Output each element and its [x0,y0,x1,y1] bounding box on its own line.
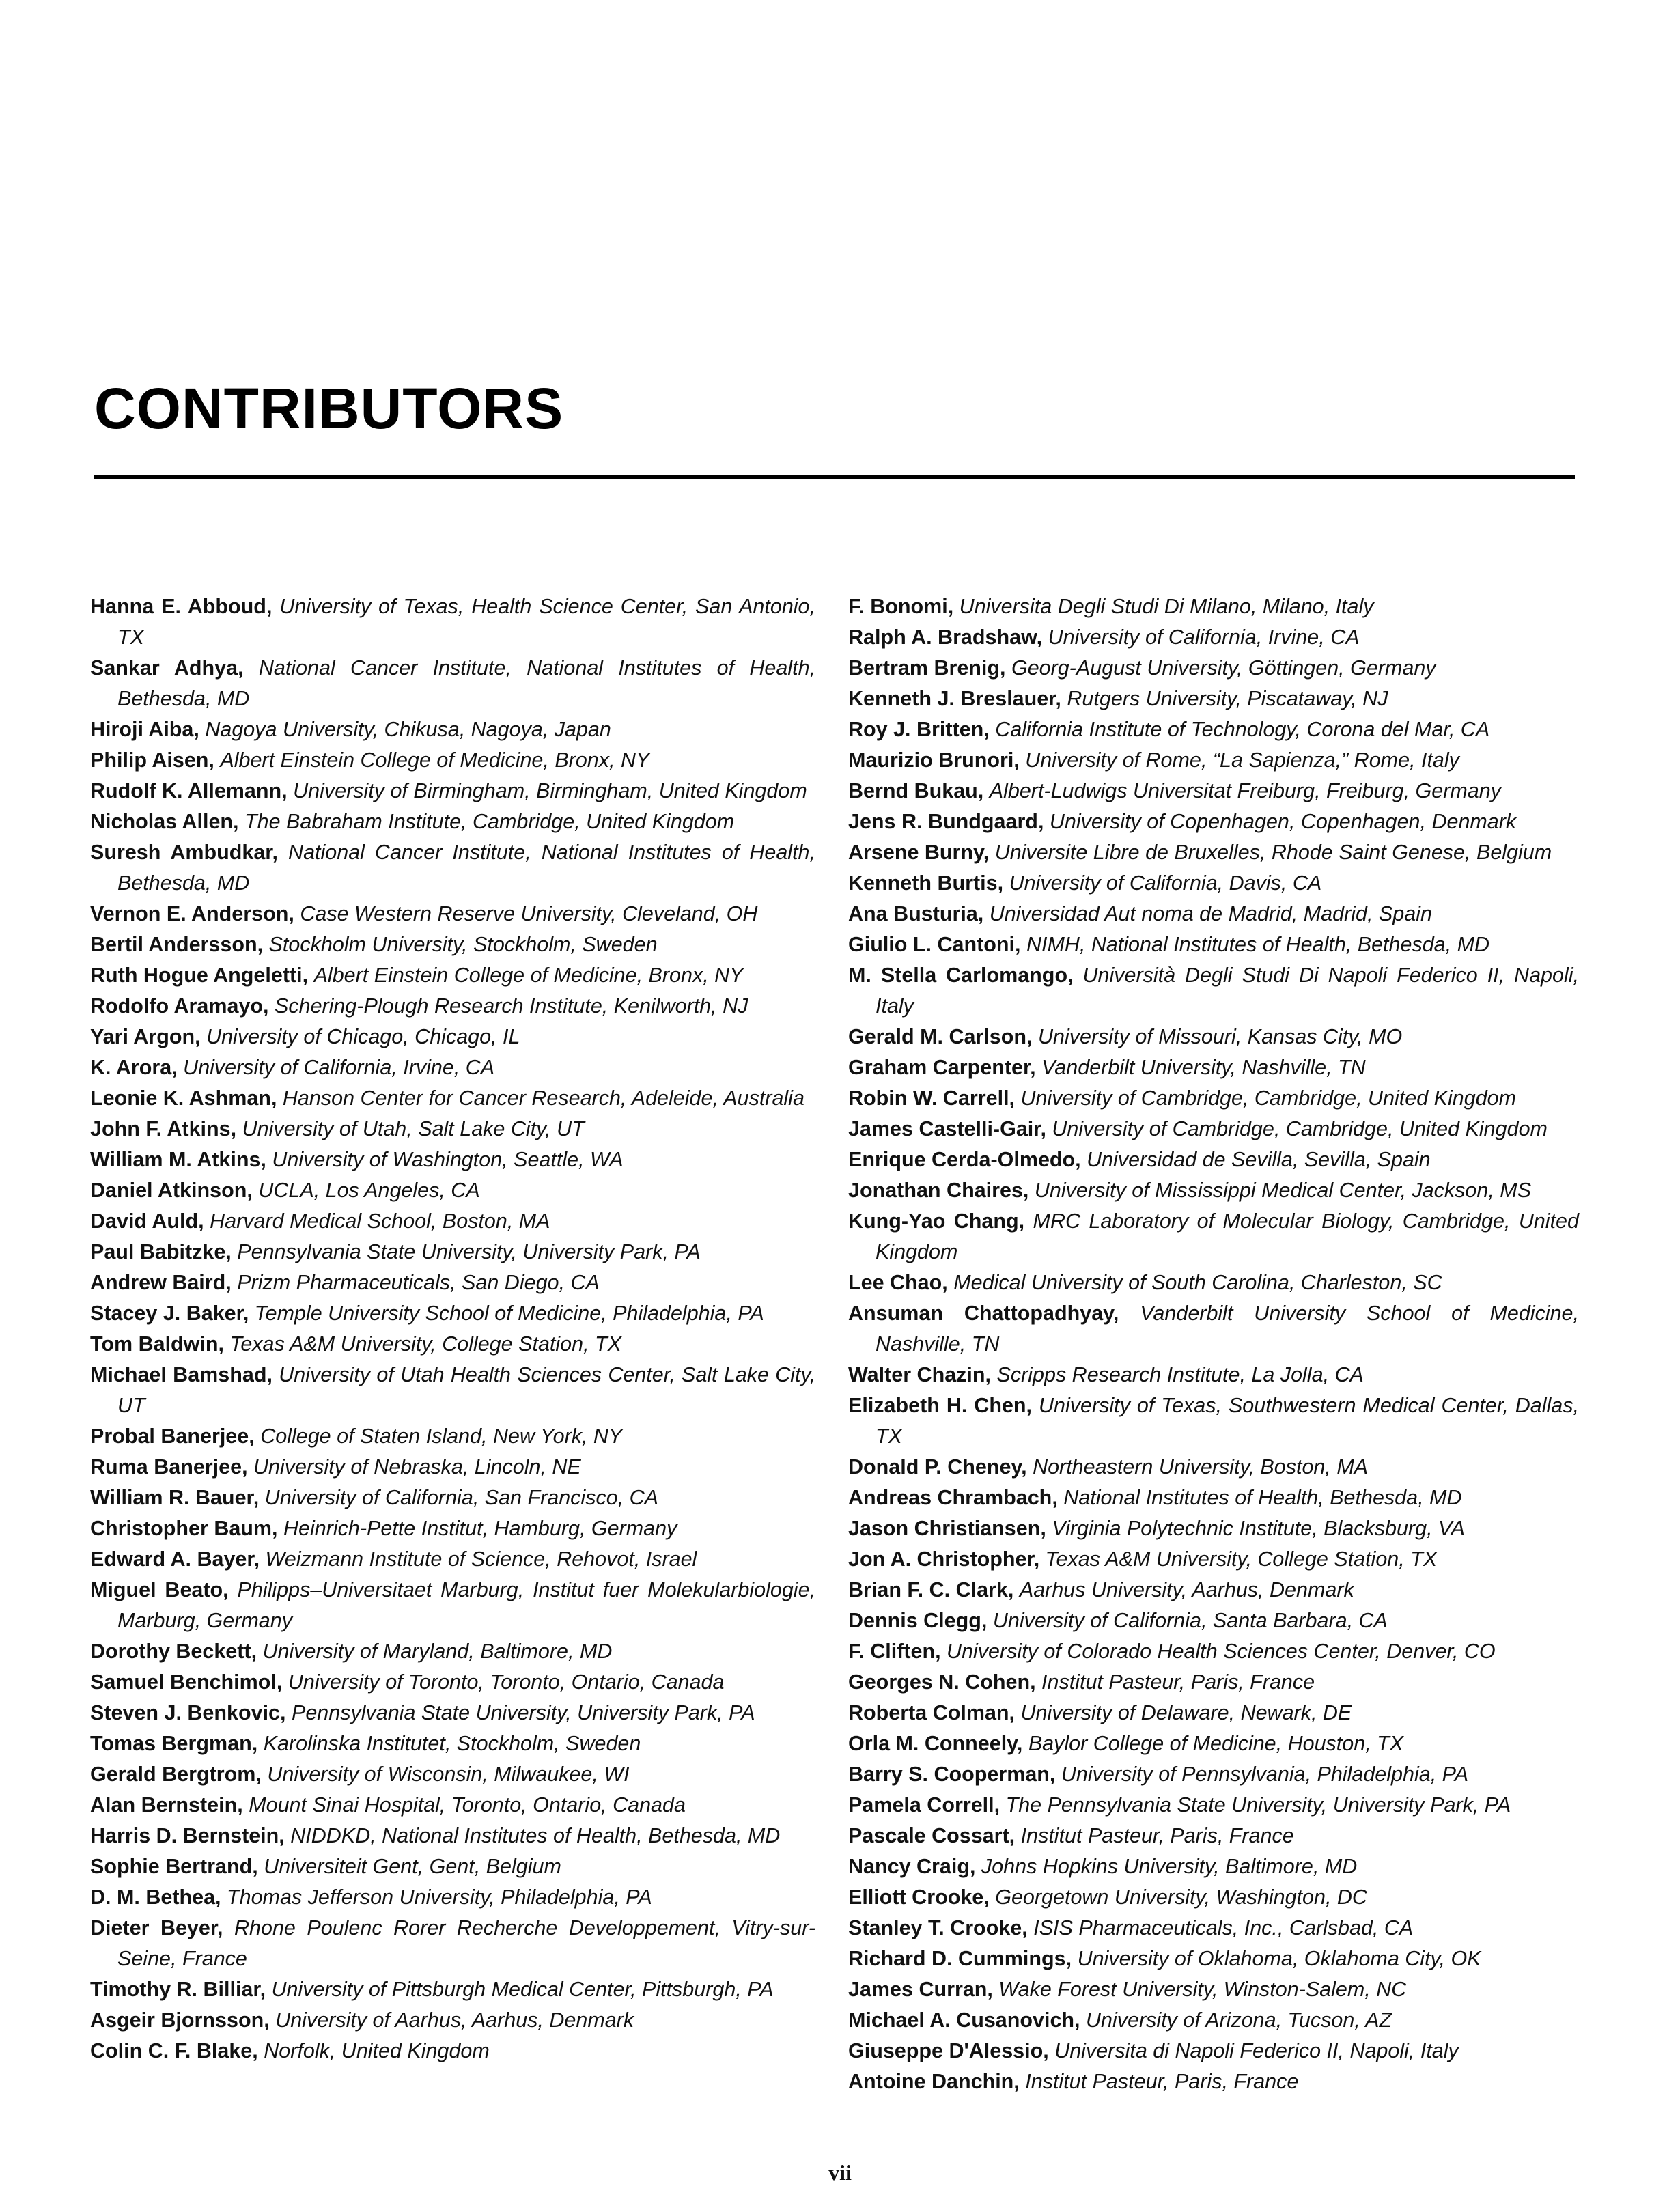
contributor-affiliation: University of Wisconsin, Milwaukee, WI [267,1763,630,1786]
contributor-entry [848,868,1579,899]
contributor-name: Bernd Bukau, [848,779,984,802]
contributor-name: Daniel Atkinson, [90,1179,253,1202]
contributor-name: Pascale Cossart, [848,1824,1016,1847]
contributor-entry [848,1267,1579,1298]
contributor-name: Colin C. F. Blake, [90,2039,258,2062]
contributor-affiliation: Texas A&M University, College Station, TX [229,1332,621,1356]
contributor-affiliation: Institut Pasteur, Paris, France [1025,2070,1299,2093]
contributor-entry [90,1175,815,1206]
contributor-name: Donald P. Cheney, [848,1455,1027,1479]
contributor-affiliation: Harvard Medical School, Boston, MA [210,1209,550,1233]
contributor-name: Nicholas Allen, [90,810,239,833]
contributor-affiliation: Temple University School of Medicine, Philadelphia, PA [254,1302,764,1325]
contributor-entry [848,1145,1579,1175]
contributor-affiliation: University of California, Davis, CA [1009,871,1322,895]
contributor-affiliation: Universita di Napoli Federico II, Napoli, Italy [1054,2039,1459,2062]
contributor-affiliation: Universita Degli Studi Di Milano, Milano, Italy [959,595,1374,618]
contributor-affiliation: College of Staten Island, New York, NY [260,1425,623,1448]
contributor-name: Leonie K. Ashman, [90,1087,277,1110]
contributor-entry [848,653,1579,684]
contributor-name: Richard D. Cummings, [848,1947,1072,1970]
contributor-affiliation: Universidad Aut noma de Madrid, Madrid, Spain [989,902,1432,925]
contributor-entry [90,1974,815,2005]
contributor-entry [848,2005,1579,2036]
contributor-name: F. Cliften, [848,1640,941,1663]
contributor-affiliation: Rhone Poulenc Rorer Recherche Developpement, Vitry-sur-Seine, France [117,1916,815,1970]
contributor-affiliation: Weizmann Institute of Science, Rehovot, Israel [265,1547,697,1571]
contributors-column-left [90,591,815,2067]
contributor-affiliation: Wake Forest University, Winston-Salem, NC [998,1978,1407,2001]
contributor-entry [848,1206,1579,1267]
contributor-name: Tomas Bergman, [90,1732,258,1755]
contributor-entry [848,929,1579,960]
contributor-affiliation: Case Western Reserve University, Cleveland, OH [300,902,758,925]
contributor-name: Antoine Danchin, [848,2070,1020,2093]
contributor-entry [848,1452,1579,1483]
contributor-name: M. Stella Carlomango, [848,964,1074,987]
contributor-name: Rudolf K. Allemann, [90,779,288,802]
contributor-entry [90,1790,815,1821]
contributor-name: Giuseppe D'Alessio, [848,2039,1049,2062]
contributor-name: Giulio L. Cantoni, [848,933,1021,956]
page-title: CONTRIBUTORS [94,376,564,440]
contributor-name: Christopher Baum, [90,1517,278,1540]
contributor-affiliation: University of California, Irvine, CA [183,1056,495,1079]
contributor-affiliation: The Babraham Institute, Cambridge, United Kingdom [244,810,735,833]
contributor-affiliation: ISIS Pharmaceuticals, Inc., Carlsbad, CA [1033,1916,1414,1939]
contributor-name: Roy J. Britten, [848,718,990,741]
contributor-name: Dieter Beyer, [90,1916,223,1939]
contributor-affiliation: University of California, Santa Barbara, CA [992,1609,1388,1632]
contributor-name: Vernon E. Anderson, [90,902,294,925]
contributor-entry [90,991,815,1022]
contributor-affiliation: UCLA, Los Angeles, CA [258,1179,480,1202]
contributor-affiliation: Nagoya University, Chikusa, Nagoya, Japan [205,718,611,741]
contributor-name: Suresh Ambudkar, [90,841,278,864]
contributor-entry [90,2036,815,2067]
contributor-name: Tom Baldwin, [90,1332,224,1356]
contributor-entry [90,1360,815,1421]
contributor-entry [90,1083,815,1114]
contributor-entry [848,1175,1579,1206]
contributor-entry [848,1821,1579,1851]
contributor-entry [90,776,815,807]
contributor-affiliation: University of Oklahoma, Oklahoma City, OK [1077,1947,1481,1970]
contributor-affiliation: National Cancer Institute, National Institutes of Health, Bethesda, MD [117,841,815,895]
contributor-name: Nancy Craig, [848,1855,976,1878]
contributor-entry [848,1575,1579,1606]
contributor-entry [90,1913,815,1974]
contributor-name: Yari Argon, [90,1025,201,1048]
contributor-name: D. M. Bethea, [90,1886,221,1909]
contributor-name: Roberta Colman, [848,1701,1016,1724]
contributor-affiliation: Universite Libre de Bruxelles, Rhode Saint Genese, Belgium [994,841,1552,864]
contributor-name: Harris D. Bernstein, [90,1824,285,1847]
contributor-entry [90,1145,815,1175]
contributor-entry [848,776,1579,807]
contributor-name: Pamela Correll, [848,1793,1000,1817]
contributor-name: Walter Chazin, [848,1363,992,1386]
contributor-entry [90,1298,815,1329]
contributor-entry [848,2036,1579,2067]
contributor-entry [848,1360,1579,1390]
contributor-name: William R. Bauer, [90,1486,260,1509]
contributor-affiliation: Karolinska Institutet, Stockholm, Sweden [263,1732,641,1755]
contributor-affiliation: Baylor College of Medicine, Houston, TX [1028,1732,1404,1755]
contributor-affiliation: NIDDKD, National Institutes of Health, Bethesda, MD [290,1824,781,1847]
contributor-affiliation: NIMH, National Institutes of Health, Bethesda, MD [1026,933,1490,956]
contributor-affiliation: University of Cambridge, Cambridge, United Kingdom [1020,1087,1517,1110]
contributor-name: Jason Christiansen, [848,1517,1046,1540]
contributor-name: James Castelli-Gair, [848,1117,1046,1140]
contributor-affiliation: Scripps Research Institute, La Jolla, CA [996,1363,1364,1386]
contributor-affiliation: Norfolk, United Kingdom [264,2039,490,2062]
contributor-affiliation: University of Arizona, Tucson, AZ [1086,2008,1392,2032]
contributor-entry [90,837,815,899]
contributor-name: F. Bonomi, [848,595,954,618]
contributor-entry [90,960,815,991]
contributor-affiliation: Aarhus University, Aarhus, Denmark [1019,1578,1354,1601]
contributor-entry [90,807,815,837]
contributor-entry [848,1759,1579,1790]
contributor-affiliation: University of Texas, Health Science Center, San Antonio, TX [117,595,815,649]
contributor-entry [848,1790,1579,1821]
contributor-affiliation: University of Washington, Seattle, WA [272,1148,624,1171]
contributor-affiliation: University of Utah, Salt Lake City, UT [242,1117,585,1140]
contributor-name: Asgeir Bjornsson, [90,2008,270,2032]
contributor-entry [90,1421,815,1452]
contributor-entry [848,1022,1579,1052]
contributor-entry [848,1667,1579,1698]
contributor-name: Jens R. Bundgaard, [848,810,1044,833]
contributor-name: Timothy R. Billiar, [90,1978,266,2001]
contributor-name: Hanna E. Abboud, [90,595,272,618]
contributor-name: Dorothy Beckett, [90,1640,257,1663]
contributor-entry [90,1483,815,1513]
contributor-entry [848,1513,1579,1544]
contributor-name: Jon A. Christopher, [848,1547,1040,1571]
contributor-affiliation: Albert Einstein College of Medicine, Bronx, NY [313,964,744,987]
contributor-entry [848,1636,1579,1667]
contributor-affiliation: Georg-August University, Göttingen, Germany [1011,656,1436,680]
contributor-entry [90,1728,815,1759]
contributor-affiliation: Mount Sinai Hospital, Toronto, Ontario, Canada [249,1793,686,1817]
contributor-entry [90,653,815,714]
contributor-entry [90,1882,815,1913]
contributor-affiliation: Stockholm University, Stockholm, Sweden [268,933,658,956]
contributor-entry [90,714,815,745]
contributor-entry [848,2067,1579,2097]
contributor-affiliation: University of Cambridge, Cambridge, United Kingdom [1052,1117,1548,1140]
contributor-name: Ralph A. Bradshaw, [848,626,1043,649]
contributor-affiliation: University of Copenhagen, Copenhagen, Denmark [1049,810,1517,833]
contributor-affiliation: Universiteit Gent, Gent, Belgium [264,1855,561,1878]
contributor-name: William M. Atkins, [90,1148,266,1171]
contributor-entry [90,1052,815,1083]
contributor-affiliation: University of Missouri, Kansas City, MO [1037,1025,1403,1048]
contributor-affiliation: University of Nebraska, Lincoln, NE [253,1455,581,1479]
contributor-entry [848,1114,1579,1145]
contributor-name: Ruma Banerjee, [90,1455,248,1479]
contributor-name: Robin W. Carrell, [848,1087,1016,1110]
contributor-entry [90,1206,815,1237]
contributor-affiliation: Georgetown University, Washington, DC [995,1886,1367,1909]
contributor-name: Rodolfo Aramayo, [90,994,269,1018]
contributor-name: Orla M. Conneely, [848,1732,1023,1755]
contributor-affiliation: University of Toronto, Toronto, Ontario, Canada [288,1670,725,1694]
contributor-affiliation: University of Delaware, Newark, DE [1020,1701,1352,1724]
contributor-affiliation: University of Texas, Southwestern Medical Center, Dallas, TX [876,1394,1579,1448]
contributor-entry [848,1483,1579,1513]
contributor-affiliation: Vanderbilt University School of Medicine, Nashville, TN [876,1302,1579,1356]
contributor-entry [848,1698,1579,1728]
contributor-name: Kung-Yao Chang, [848,1209,1025,1233]
contributor-affiliation: University of Utah Health Sciences Center, Salt Lake City, UT [117,1363,815,1417]
contributor-affiliation: University of Maryland, Baltimore, MD [262,1640,613,1663]
contributor-name: Paul Babitzke, [90,1240,232,1263]
contributor-affiliation: University of Mississippi Medical Center, Jackson, MS [1034,1179,1532,1202]
contributor-affiliation: National Institutes of Health, Bethesda, MD [1063,1486,1462,1509]
contributor-name: Barry S. Cooperman, [848,1763,1056,1786]
contributor-affiliation: Università Degli Studi Di Napoli Federico II, Napoli, Italy [876,964,1579,1018]
contributor-entry [90,1636,815,1667]
contributor-affiliation: University of Pittsburgh Medical Center, Pittsburgh, PA [271,1978,774,2001]
contributor-name: Elizabeth H. Chen, [848,1394,1033,1417]
contributor-entry [90,745,815,776]
contributor-affiliation: Hanson Center for Cancer Research, Adeleide, Australia [282,1087,804,1110]
contributor-affiliation: University of California, San Francisco, CA [264,1486,658,1509]
contributor-entry [90,591,815,653]
contributor-name: Kenneth J. Breslauer, [848,687,1061,710]
contributor-name: Ana Busturia, [848,902,984,925]
contributor-affiliation: University of Pennsylvania, Philadelphia, PA [1061,1763,1469,1786]
contributor-name: Stacey J. Baker, [90,1302,249,1325]
contributor-affiliation: Thomas Jefferson University, Philadelphia, PA [227,1886,652,1909]
contributor-entry [848,837,1579,868]
contributor-name: Georges N. Cohen, [848,1670,1036,1694]
contributor-affiliation: University of Aarhus, Aarhus, Denmark [275,2008,634,2032]
contributor-entry [848,807,1579,837]
contributor-name: Arsene Burny, [848,841,990,864]
contributor-entry [848,1544,1579,1575]
contributor-name: Sankar Adhya, [90,656,244,680]
contributors-column-right [848,591,1579,2097]
contributor-name: John F. Atkins, [90,1117,237,1140]
contributor-entry [848,622,1579,653]
contributor-entry [848,1083,1579,1114]
contributor-name: Steven J. Benkovic, [90,1701,286,1724]
contributor-affiliation: National Cancer Institute, National Institutes of Health, Bethesda, MD [117,656,816,710]
contributor-name: Kenneth Burtis, [848,871,1004,895]
contributor-affiliation: Vanderbilt University, Nashville, TN [1041,1056,1366,1079]
contributor-affiliation: Heinrich-Pette Institut, Hamburg, Germany [283,1517,677,1540]
contributor-entry [90,1575,815,1636]
contributor-name: Michael Bamshad, [90,1363,272,1386]
contributor-name: Jonathan Chaires, [848,1179,1029,1202]
contributor-affiliation: University of California, Irvine, CA [1048,626,1360,649]
contributor-entry [848,960,1579,1022]
contributor-name: Enrique Cerda-Olmedo, [848,1148,1081,1171]
contributor-entry [90,929,815,960]
contributor-entry [848,1913,1579,1944]
contributor-entry [90,899,815,929]
contributor-entry [90,1267,815,1298]
contributor-entry [90,1022,815,1052]
contributor-name: Graham Carpenter, [848,1056,1036,1079]
contributor-name: Bertram Brenig, [848,656,1006,680]
contributor-affiliation: Schering-Plough Research Institute, Kenilworth, NJ [275,994,748,1018]
contributor-entry [848,1390,1579,1452]
contributor-entry [848,1052,1579,1083]
contributor-affiliation: University of Birmingham, Birmingham, United Kingdom [293,779,807,802]
contributor-entry [848,591,1579,622]
contributor-name: Probal Banerjee, [90,1425,255,1448]
contributor-entry [90,1237,815,1267]
title-rule [94,475,1575,479]
contributor-affiliation: Institut Pasteur, Paris, France [1041,1670,1315,1694]
contributor-affiliation: University of Colorado Health Sciences Center, Denver, CO [947,1640,1496,1663]
contributor-entry [90,1821,815,1851]
contributor-affiliation: Johns Hopkins University, Baltimore, MD [981,1855,1358,1878]
contributor-entry [848,684,1579,714]
contributor-affiliation: Prizm Pharmaceuticals, San Diego, CA [237,1271,600,1294]
contributor-entry [848,1298,1579,1360]
contributor-entry [848,1728,1579,1759]
contributor-affiliation: Albert Einstein College of Medicine, Bronx, NY [220,748,650,772]
contributor-entry [90,1667,815,1698]
contributor-name: Elliott Crooke, [848,1886,990,1909]
contributor-entry [90,1851,815,1882]
contributor-entry [848,1882,1579,1913]
contributor-entry [848,714,1579,745]
contributor-affiliation: Institut Pasteur, Paris, France [1020,1824,1294,1847]
contributor-affiliation: Medical University of South Carolina, Charleston, SC [953,1271,1442,1294]
contributor-name: Lee Chao, [848,1271,948,1294]
contributor-entry [90,1329,815,1360]
contributor-affiliation: University of Rome, “La Sapienza,” Rome, Italy [1025,748,1459,772]
contributor-name: Gerald M. Carlson, [848,1025,1033,1048]
contributor-affiliation: Texas A&M University, College Station, TX [1045,1547,1438,1571]
contributor-name: Andrew Baird, [90,1271,232,1294]
contributor-entry [90,1452,815,1483]
contributor-name: Samuel Benchimol, [90,1670,283,1694]
contributor-name: Philip Aisen, [90,748,214,772]
contributor-entry [848,1606,1579,1636]
contributor-name: Sophie Bertrand, [90,1855,258,1878]
contributor-entry [90,1698,815,1728]
contributor-affiliation: Northeastern University, Boston, MA [1033,1455,1369,1479]
contributor-name: Ansuman Chattopadhyay, [848,1302,1119,1325]
contributor-name: Stanley T. Crooke, [848,1916,1028,1939]
contributor-name: Edward A. Bayer, [90,1547,260,1571]
contributor-affiliation: Albert-Ludwigs Universitat Freiburg, Freiburg, Germany [989,779,1501,802]
contributor-name: Bertil Andersson, [90,933,264,956]
contributor-affiliation: Universidad de Sevilla, Sevilla, Spain [1087,1148,1431,1171]
contributor-entry [848,1851,1579,1882]
contributor-affiliation: The Pennsylvania State University, University Park, PA [1005,1793,1511,1817]
contributor-name: K. Arora, [90,1056,178,1079]
contributor-entry [848,899,1579,929]
contributor-affiliation: MRC Laboratory of Molecular Biology, Cambridge, United Kingdom [876,1209,1579,1263]
contributor-name: Brian F. C. Clark, [848,1578,1014,1601]
contributor-name: Andreas Chrambach, [848,1486,1058,1509]
page-number: vii [828,2160,852,2185]
contributor-entry [90,1114,815,1145]
contributor-name: Dennis Clegg, [848,1609,988,1632]
contributor-entry [848,1944,1579,1974]
contributor-affiliation: California Institute of Technology, Corona del Mar, CA [995,718,1490,741]
contributor-name: Gerald Bergtrom, [90,1763,262,1786]
contributor-name: David Auld, [90,1209,204,1233]
contributor-name: James Curran, [848,1978,993,2001]
contributor-name: Alan Bernstein, [90,1793,243,1817]
contributor-entry [848,745,1579,776]
contributor-affiliation: University of Chicago, Chicago, IL [206,1025,520,1048]
contributor-entry [90,1513,815,1544]
contributor-name: Ruth Hogue Angeletti, [90,964,309,987]
contributor-name: Hiroji Aiba, [90,718,199,741]
contributor-affiliation: Pennsylvania State University, University Park, PA [291,1701,755,1724]
contributor-entry [90,2005,815,2036]
contributor-name: Michael A. Cusanovich, [848,2008,1080,2032]
contributor-entry [90,1544,815,1575]
contributor-name: Maurizio Brunori, [848,748,1020,772]
contributor-affiliation: Rutgers University, Piscataway, NJ [1067,687,1388,710]
contributor-entry [90,1759,815,1790]
contributor-affiliation: Philipps–Universitaet Marburg, Institut fuer Molekularbiologie, Marburg, Germany [117,1578,816,1632]
contributor-affiliation: Virginia Polytechnic Institute, Blacksburg, VA [1052,1517,1465,1540]
contributor-affiliation: Pennsylvania State University, University Park, PA [237,1240,701,1263]
contributor-name: Miguel Beato, [90,1578,229,1601]
contributor-entry [848,1974,1579,2005]
